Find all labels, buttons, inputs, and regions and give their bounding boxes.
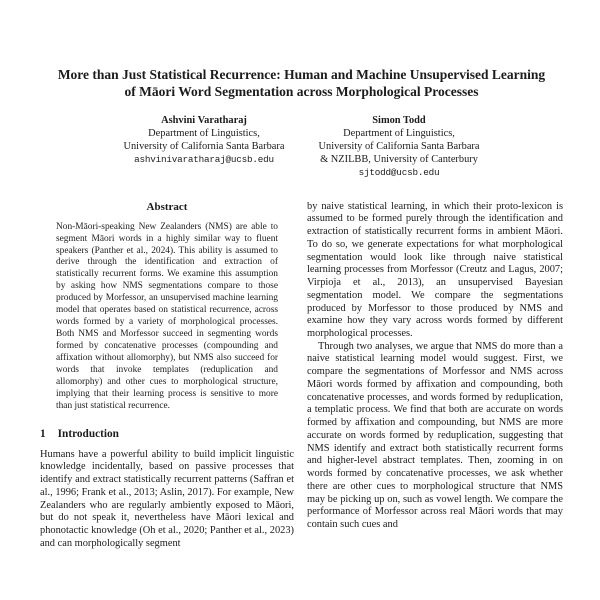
section-1-heading xyxy=(40,428,294,440)
affiliation-line: University of California Santa Barbara xyxy=(123,140,285,152)
abstract-heading: Abstract xyxy=(146,200,188,213)
right-column-paragraph: Through two analyses, we argue that NMS do more than a naive statistical learning model would suggest. First, we compare the segmentations of Morfessor and NMS across Māori words formed by affixation and compounding, both concatenative processes, and words formed by reduplication, a templatic process. We find that both are accurate on words formed by affixation and compounding, but NMS are more accurate on words formed by reduplication, suggesting that NMS identify and extract both statistically recurrent forms and higher-level abstract templates. Then, zooming in on words formed by concatenative processes, we ask whether there are other cues to morphological structure that NMS may be picking up on, such as vowel length. We compare the performance of Morfessor across real Māori words that may contain such cues and xyxy=(307,340,563,531)
right-column-paragraph: by naive statistical learning, in which their proto-lexicon is assumed to be formed purely through the identification and extraction of statistically recurrent forms in ambient Māori. To do so, we generate expectations for what morphological segmentation would look like through naive statistical learning processes from Morfessor (Creutz and Lagus, 2007; Virpioja et al., 2013), an unsupervised Bayesian segmentation model. We compare the segmentations produced by Morfessor to those produced by NMS and examine how they vary across words formed by different morphological processes. xyxy=(307,200,563,340)
author-block xyxy=(40,114,563,179)
author-email: sjtodd@ucsb.edu xyxy=(358,166,440,178)
right-column xyxy=(307,201,563,551)
abstract-section xyxy=(40,201,294,413)
section-title: Introduction xyxy=(57,427,119,440)
affiliation-line: Department of Linguistics, xyxy=(343,127,455,139)
author-name: Ashvini Varatharaj xyxy=(161,114,247,126)
affiliation-line: Department of Linguistics, xyxy=(148,127,260,139)
author-1 xyxy=(123,114,284,179)
author-2 xyxy=(319,114,480,179)
abstract-text: Non-Māori-speaking New Zealanders (NMS) are able to segment Māori words in a highly similar way to fluent speakers (Panther et al., 2024). This ability is assumed to derive through the identification and extraction of statistically recurrent forms. We examine this assumption by asking how NMS segmentations compare to those produced by Morfessor, an unsupervised machine learning model that operates based on statistical recurrence, across words formed by a variety of morphological processes. Both NMS and Morfessor succeed in segmenting words formed by concatenative processes (compounding and affixation without allomorphy), but NMS also succeed for words that invoke templates (reduplication and allomorphy) and other cues to morphological structure, implying that their learning process is sensitive to more than just statistical recurrence. xyxy=(56,221,278,411)
two-column-body xyxy=(40,201,563,551)
affiliation-line: University of California Santa Barbara xyxy=(318,140,480,152)
affiliation-line: & NZILBB, University of Canterbury xyxy=(320,153,478,165)
author-email: ashvinivaratharaj@ucsb.edu xyxy=(134,153,274,165)
author-name: Simon Todd xyxy=(372,114,426,126)
paper-title: More than Just Statistical Recurrence: Human and Machine Unsupervised Learning of Māori Word Segmentation across Morphological Processes xyxy=(57,67,546,100)
section-number: 1 xyxy=(40,427,46,440)
left-column xyxy=(40,201,294,551)
introduction-paragraph: Humans have a powerful ability to build implicit linguistic knowledge incidentally, based on passive processes that identify and extract statistically recurrent patterns (Saffran et al., 1996; Frank et al., 2013; Aslin, 2017). For example, New Zealanders who are regularly ambiently exposed to Māori, but do not speak it, nevertheless have Māori lexical and phonotactic knowledge (Oh et al., 2020; Panther et al., 2023) and can morphologically segment xyxy=(40,448,294,549)
